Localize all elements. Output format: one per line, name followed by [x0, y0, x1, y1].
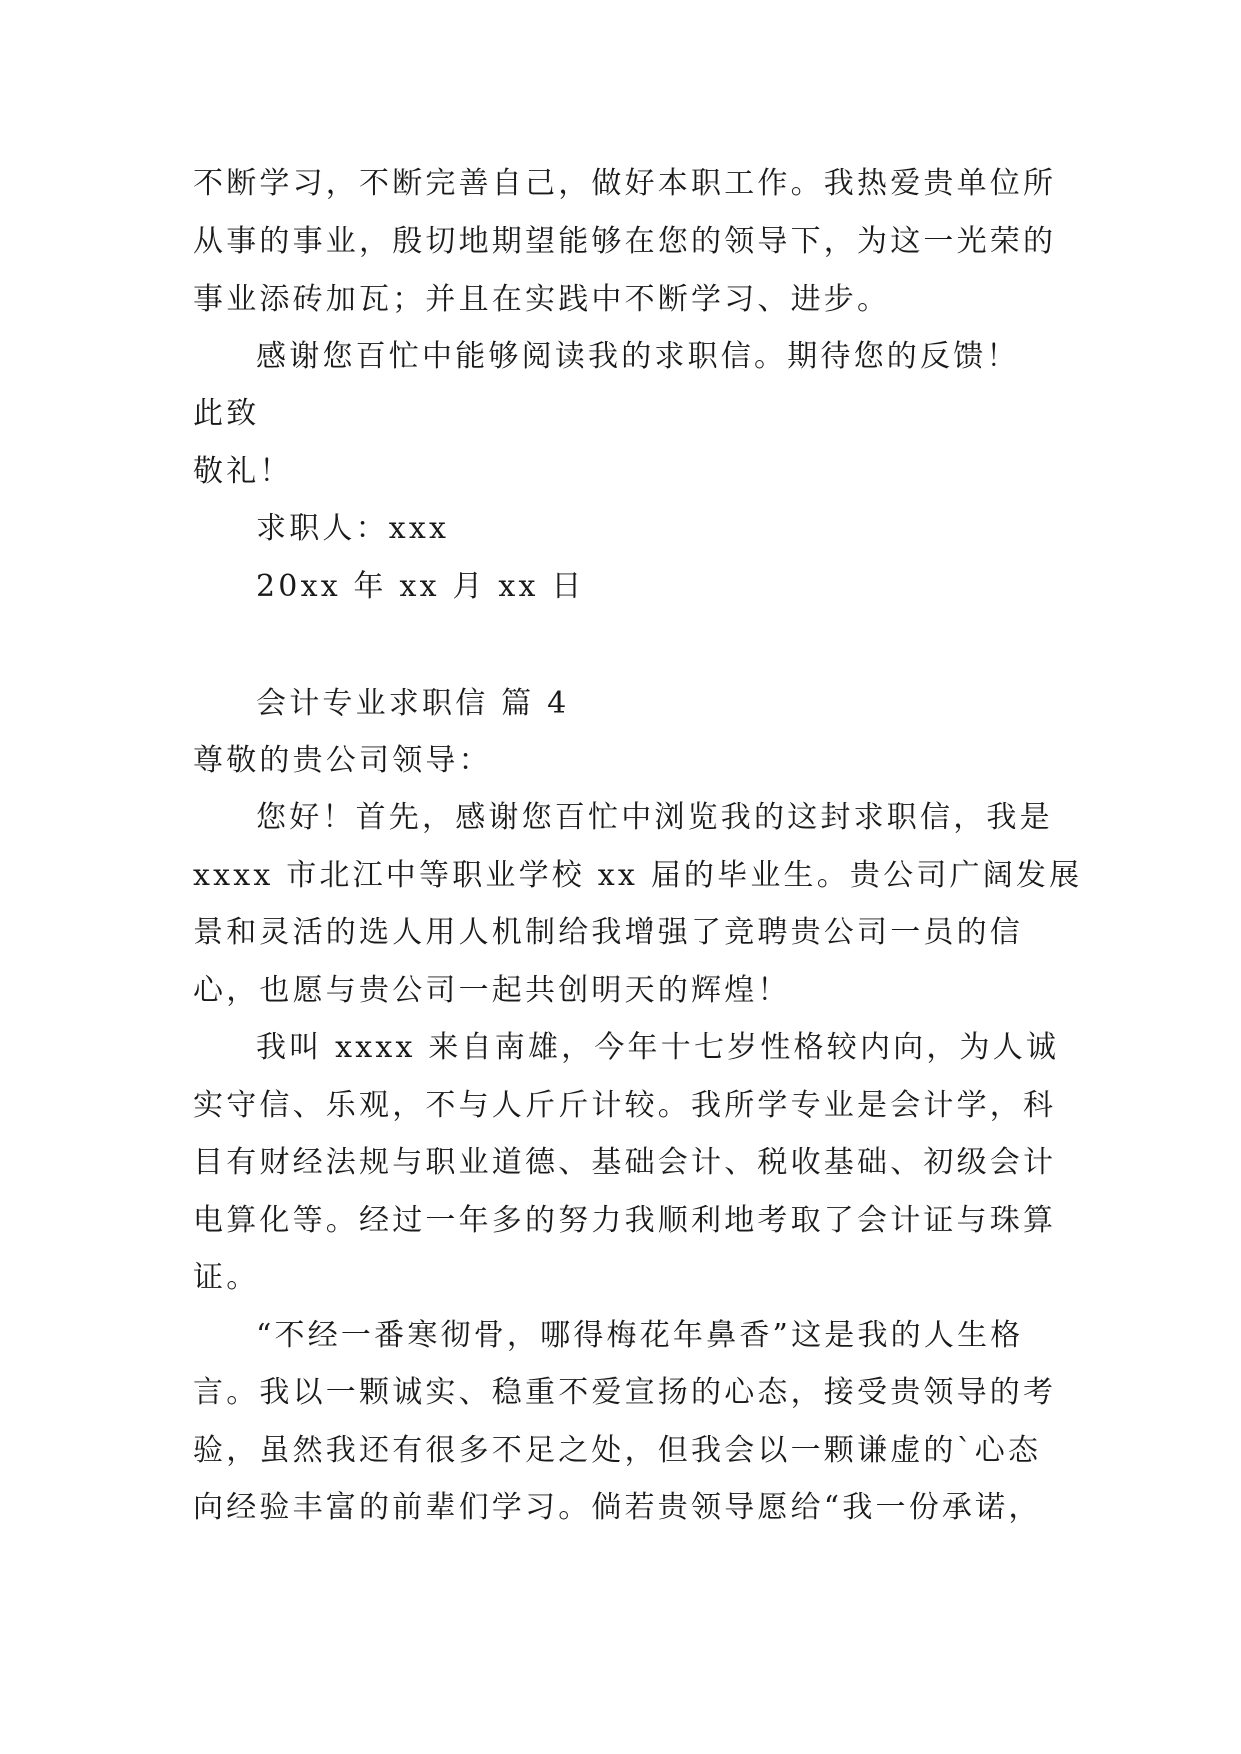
paragraph-1-line-1: 不断学习，不断完善自己，做好本职工作。我热爱贵单位所 [193, 166, 1057, 201]
paragraph-1-line-2: 从事的事业，殷切地期望能够在您的领导下，为这一光荣的 [193, 224, 1057, 259]
paragraph-3-line-3: 目有财经法规与职业道德、基础会计、税收基础、初级会计 [193, 1145, 1057, 1180]
date-line: 20xx 年 xx 月 xx 日 [256, 569, 585, 604]
paragraph-3-line-4: 电算化等。经过一年多的努力我顺利地考取了会计证与珠算 [193, 1203, 1057, 1238]
paragraph-3-line-2: 实守信、乐观，不与人斤斤计较。我所学专业是会计学，科 [193, 1088, 1057, 1123]
paragraph-2-line-1: 您好！首先，感谢您百忙中浏览我的这封求职信，我是 [256, 800, 1053, 835]
paragraph-2-line-2: xxxx 市北江中等职业学校 xx 届的毕业生。贵公司广阔发展 [193, 858, 1083, 893]
closing-line-1: 此致 [193, 396, 260, 431]
paragraph-2-line-4: 心，也愿与贵公司一起共创明天的辉煌！ [193, 973, 791, 1008]
paragraph-3-line-1: 我叫 xxxx 来自南雄，今年十七岁性格较内向，为人诚 [256, 1030, 1060, 1065]
paragraph-3-line-5: 证。 [193, 1260, 260, 1295]
salutation-line: 尊敬的贵公司领导： [193, 743, 492, 778]
thanks-line: 感谢您百忙中能够阅读我的求职信。期待您的反馈！ [256, 339, 1020, 374]
paragraph-4-line-4: 向经验丰富的前辈们学习。倘若贵领导愿给“我一份承诺， [193, 1490, 1042, 1525]
paragraph-1-line-3: 事业添砖加瓦；并且在实践中不断学习、进步。 [193, 282, 891, 317]
closing-line-2: 敬礼！ [193, 454, 293, 489]
paragraph-4-line-3: 验，虽然我还有很多不足之处，但我会以一颗谦虚的`心态 [193, 1433, 1042, 1468]
paragraph-4-line-2: 言。我以一颗诚实、稳重不爱宣扬的心态，接受贵领导的考 [193, 1375, 1057, 1410]
paragraph-4-line-1: “不经一番寒彻骨，哪得梅花年鼻香”这是我的人生格 [256, 1318, 1024, 1353]
paragraph-2-line-3: 景和灵活的选人用人机制给我增强了竞聘贵公司一员的信 [193, 915, 1023, 950]
signature-line: 求职人：xxx [256, 511, 450, 546]
section-title: 会计专业求职信 篇 4 [256, 686, 570, 721]
